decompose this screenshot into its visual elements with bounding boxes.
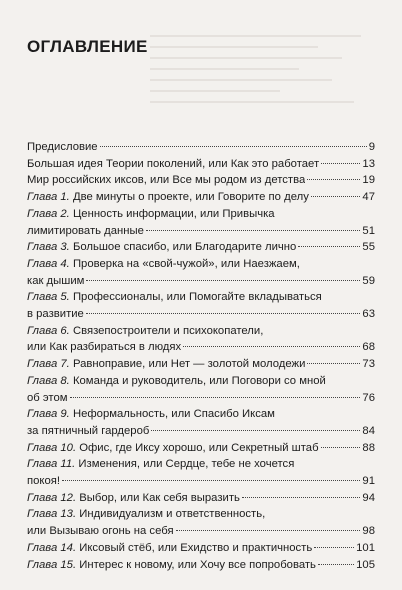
page-number: 47 bbox=[362, 191, 375, 204]
page-number: 84 bbox=[362, 424, 375, 437]
toc-entry[interactable] bbox=[27, 406, 375, 439]
toc-entry-line bbox=[27, 490, 375, 507]
chapter-label: Глава 9. bbox=[27, 408, 70, 421]
entry-title: Иксовый стёб, или Ехидство и практичность bbox=[79, 541, 313, 554]
toc-entry[interactable] bbox=[27, 239, 375, 256]
dot-leader bbox=[321, 163, 360, 164]
toc-entry-line bbox=[27, 557, 375, 574]
page-number: 76 bbox=[362, 391, 375, 404]
entry-title: Проверка на «свой-чужой», или Наезжаем, bbox=[72, 257, 300, 270]
page-number: 13 bbox=[362, 157, 375, 170]
dot-leader bbox=[146, 230, 361, 231]
page-number: 9 bbox=[368, 141, 375, 153]
entry-title: Равноправие, или Нет — золотой молодежи bbox=[72, 358, 306, 371]
toc-entry[interactable] bbox=[27, 256, 375, 289]
toc-entry[interactable] bbox=[27, 490, 375, 507]
entry-title: Связепостроители и психокопатели, bbox=[72, 324, 264, 337]
toc-entry-line bbox=[27, 506, 375, 523]
page-number: 51 bbox=[362, 224, 375, 237]
entry-title: за пятничный гардероб bbox=[27, 424, 150, 437]
toc-entry-line bbox=[27, 406, 375, 423]
entry-title: Индивидуализм и ответственность, bbox=[79, 508, 266, 521]
dot-leader bbox=[176, 530, 361, 531]
page-number: 91 bbox=[362, 475, 375, 488]
entry-title: или Как разбираться в людях bbox=[27, 341, 182, 354]
dot-leader bbox=[183, 346, 360, 347]
toc-entry-line bbox=[27, 223, 375, 240]
toc-entry-line bbox=[27, 289, 375, 306]
toc-entry[interactable] bbox=[27, 172, 375, 189]
toc-entry-line bbox=[27, 139, 375, 156]
toc-entry-line bbox=[27, 156, 375, 173]
entry-title: Предисловие bbox=[27, 141, 98, 153]
entry-title: Команда и руководитель, или Поговори со мной bbox=[72, 374, 326, 387]
toc-entry-line bbox=[27, 206, 375, 223]
chapter-label: Глава 10. bbox=[27, 441, 77, 454]
chapter-label: Глава 6. bbox=[27, 324, 70, 337]
toc-entry[interactable] bbox=[27, 289, 375, 322]
toc-entry-line bbox=[27, 356, 375, 373]
dot-leader bbox=[298, 246, 360, 247]
page-number: 63 bbox=[362, 308, 375, 321]
toc-entry-line bbox=[27, 440, 375, 457]
toc-entry[interactable] bbox=[27, 557, 375, 574]
toc-entry[interactable] bbox=[27, 356, 375, 373]
entry-title: Большая идея Теории поколений, или Как это работает bbox=[27, 157, 320, 170]
dot-leader bbox=[314, 547, 354, 548]
dot-leader bbox=[70, 397, 361, 398]
toc-entry-line bbox=[27, 339, 375, 356]
toc-entry-line bbox=[27, 540, 375, 557]
page-number: 105 bbox=[356, 558, 375, 571]
entry-title: или Вызываю огонь на себя bbox=[27, 525, 174, 538]
page-number: 88 bbox=[362, 441, 375, 454]
entry-title: Две минуты о проекте, или Говорите по делу bbox=[72, 191, 309, 204]
entry-title: как дышим bbox=[27, 274, 85, 287]
entry-title: в развитие bbox=[27, 308, 84, 321]
page-number: 59 bbox=[362, 274, 375, 287]
page-title: ОГЛАВЛЕНИЕ bbox=[27, 37, 148, 57]
entry-title: лимитировать данные bbox=[27, 224, 144, 237]
chapter-label: Глава 11. bbox=[27, 458, 76, 471]
dot-leader bbox=[321, 447, 361, 448]
toc-entry-line bbox=[27, 323, 375, 340]
entry-title: Мир российских иксов, или Все мы родом из детства bbox=[27, 174, 306, 187]
table-of-contents bbox=[27, 139, 375, 573]
chapter-label: Глава 2. bbox=[27, 207, 70, 220]
chapter-label: Глава 8. bbox=[27, 374, 70, 387]
entry-title: Большое спасибо, или Благодарите лично bbox=[72, 241, 297, 254]
dot-leader bbox=[307, 179, 360, 180]
toc-entry-line bbox=[27, 256, 375, 273]
show-through-text bbox=[150, 26, 390, 136]
chapter-label: Глава 5. bbox=[27, 291, 70, 304]
toc-entry-line bbox=[27, 273, 375, 290]
dot-leader bbox=[307, 363, 360, 364]
entry-title: об этом bbox=[27, 391, 68, 404]
toc-entry[interactable] bbox=[27, 440, 375, 457]
chapter-label: Глава 3. bbox=[27, 241, 70, 254]
chapter-label: Глава 15. bbox=[27, 558, 77, 571]
toc-entry-line bbox=[27, 473, 375, 490]
page-number: 19 bbox=[362, 174, 375, 187]
toc-entry[interactable] bbox=[27, 323, 375, 356]
entry-title: Профессионалы, или Помогайте вкладываться bbox=[72, 291, 322, 304]
toc-entry[interactable] bbox=[27, 139, 375, 156]
toc-entry-line bbox=[27, 390, 375, 407]
dot-leader bbox=[318, 564, 354, 565]
page-number: 55 bbox=[362, 241, 375, 254]
entry-title: Офис, где Иксу хорошо, или Секретный штаб bbox=[79, 441, 319, 454]
dot-leader bbox=[151, 430, 360, 431]
page-number: 68 bbox=[362, 341, 375, 354]
chapter-label: Глава 7. bbox=[27, 358, 70, 371]
toc-entry-line bbox=[27, 373, 375, 390]
dot-leader bbox=[86, 313, 361, 314]
toc-entry[interactable] bbox=[27, 506, 375, 539]
toc-entry[interactable] bbox=[27, 189, 375, 206]
toc-entry[interactable] bbox=[27, 156, 375, 173]
toc-entry-line bbox=[27, 189, 375, 206]
dot-leader bbox=[311, 196, 361, 197]
entry-title: покоя! bbox=[27, 475, 61, 488]
chapter-label: Глава 14. bbox=[27, 541, 77, 554]
chapter-label: Глава 1. bbox=[27, 191, 70, 204]
toc-entry[interactable] bbox=[27, 206, 375, 239]
toc-entry-line bbox=[27, 423, 375, 440]
toc-entry-line bbox=[27, 306, 375, 323]
toc-entry-line bbox=[27, 456, 375, 473]
entry-title: Неформальность, или Спасибо Иксам bbox=[72, 408, 275, 421]
toc-entry[interactable] bbox=[27, 373, 375, 406]
toc-entry[interactable] bbox=[27, 456, 375, 489]
chapter-label: Глава 4. bbox=[27, 257, 70, 270]
toc-entry[interactable] bbox=[27, 540, 375, 557]
dot-leader bbox=[100, 146, 367, 147]
dot-leader bbox=[86, 280, 360, 281]
chapter-label: Глава 12. bbox=[27, 491, 77, 504]
page-number: 94 bbox=[362, 491, 375, 504]
entry-title: Ценность информации, или Привычка bbox=[72, 207, 275, 220]
toc-entry-line bbox=[27, 172, 375, 189]
dot-leader bbox=[242, 497, 361, 498]
page-number: 101 bbox=[356, 541, 375, 554]
entry-title: Интерес к новому, или Хочу все попробовать bbox=[79, 558, 316, 571]
page-number: 98 bbox=[362, 525, 375, 538]
dot-leader bbox=[62, 480, 360, 481]
toc-entry-line bbox=[27, 239, 375, 256]
entry-title: Изменения, или Сердце, тебе не хочется bbox=[78, 458, 295, 471]
entry-title: Выбор, или Как себя выразить bbox=[79, 491, 240, 504]
page-number: 73 bbox=[362, 358, 375, 371]
chapter-label: Глава 13. bbox=[27, 508, 77, 521]
toc-entry-line bbox=[27, 523, 375, 540]
